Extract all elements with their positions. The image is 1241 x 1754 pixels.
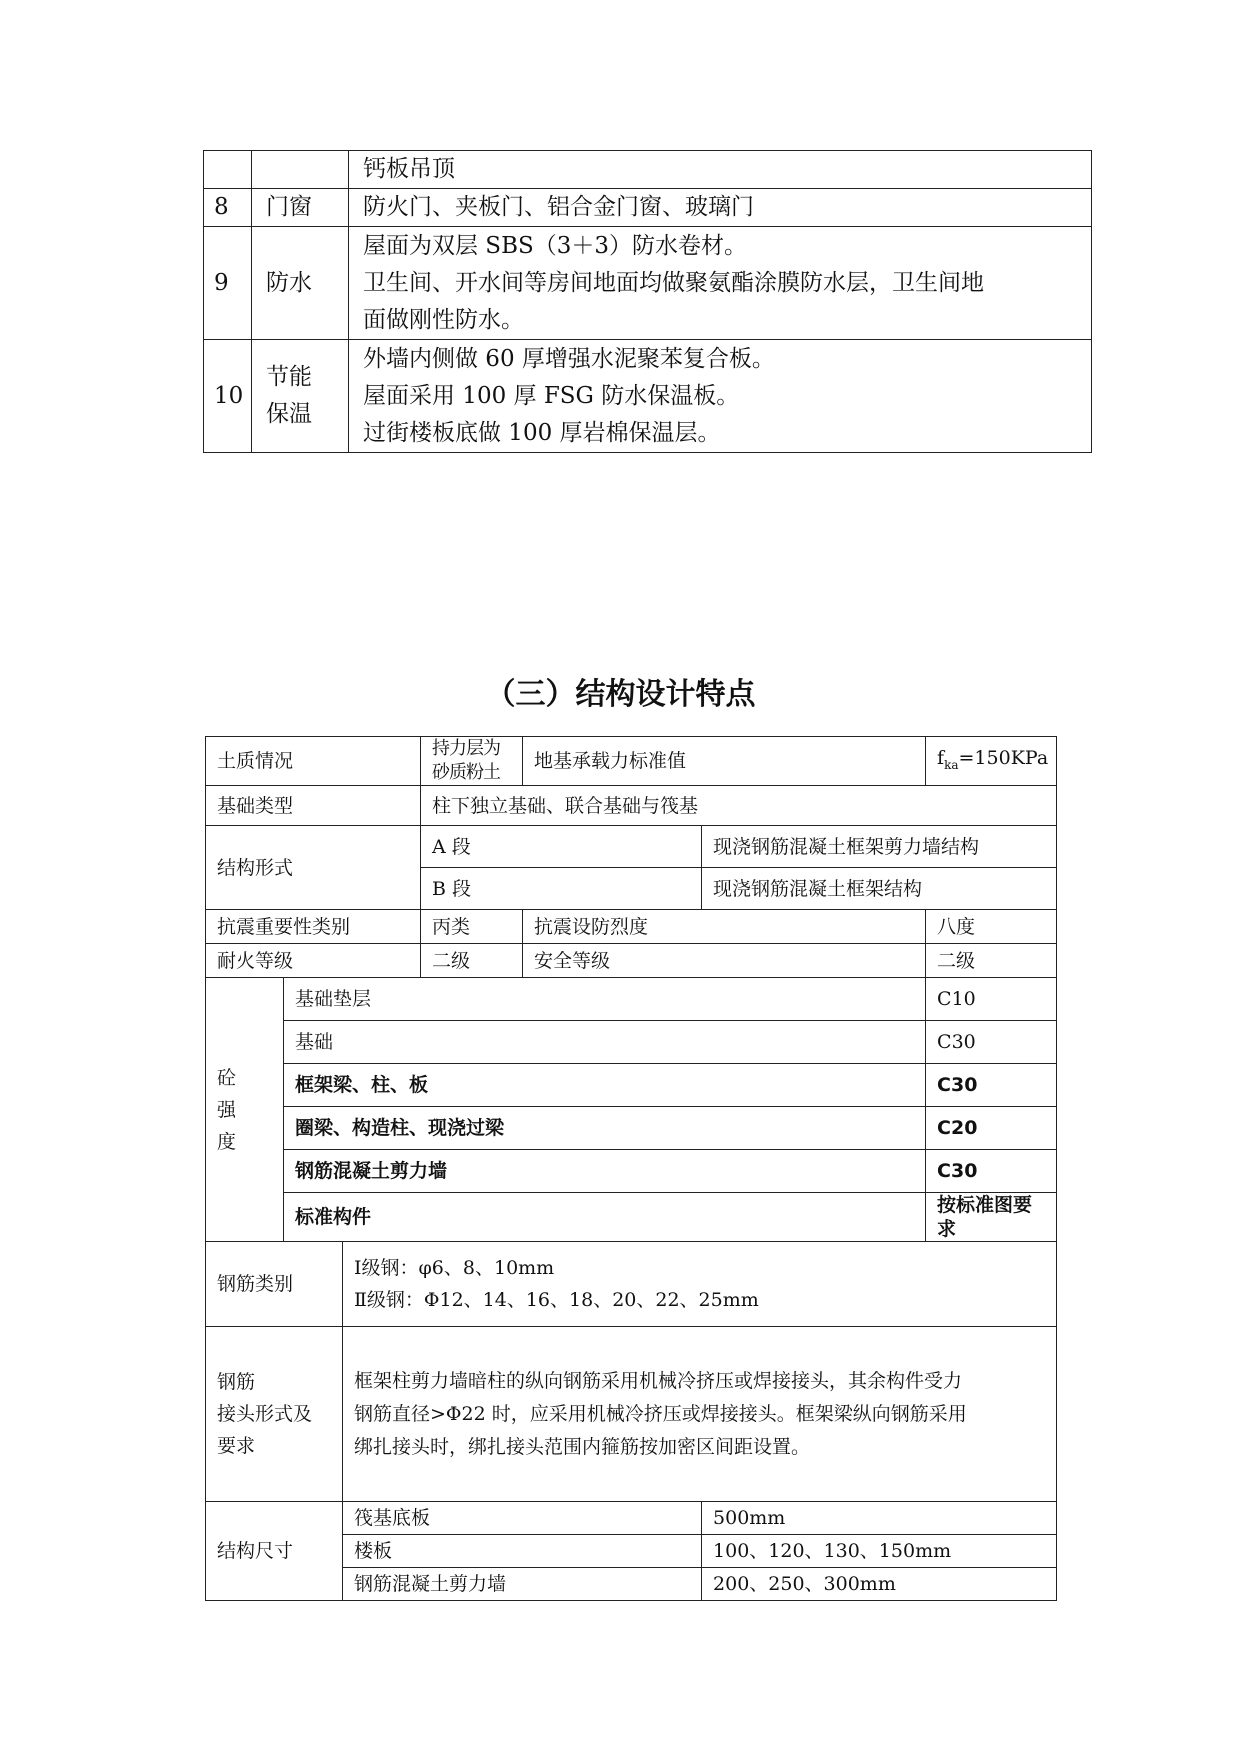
form-label: 结构形式 — [206, 826, 421, 910]
description-line: 防火门、夹板门、铝合金门窗、玻璃门 — [363, 194, 754, 220]
table-row — [204, 151, 1092, 189]
bearing-label: 地基承载力标准值 — [523, 737, 926, 786]
concrete-grade: C30 — [926, 1064, 1057, 1107]
form-a-label: A 段 — [421, 826, 702, 868]
table-row — [204, 340, 1092, 453]
table-row — [206, 1107, 1057, 1150]
row-description — [349, 151, 1092, 189]
fire-label: 耐火等级 — [206, 944, 421, 978]
concrete-item: 基础 — [284, 1021, 926, 1064]
joint-label — [206, 1327, 343, 1502]
row-number: 8 — [204, 189, 252, 227]
bearing-value — [926, 737, 1057, 786]
foundation-value: 柱下独立基础、联合基础与筏基 — [421, 786, 1057, 826]
foundation-label: 基础类型 — [206, 786, 421, 826]
table-row — [206, 1242, 1057, 1327]
size-value: 200、250、300mm — [702, 1568, 1057, 1601]
size-value: 100、120、130、150mm — [702, 1535, 1057, 1568]
intensity-value: 八度 — [926, 910, 1057, 944]
table-row — [206, 1150, 1057, 1193]
concrete-label-char: 强 — [217, 1098, 237, 1121]
soil-value: 持力层为砂质粉土 — [421, 737, 523, 786]
safety-value: 二级 — [926, 944, 1057, 978]
table-row — [206, 786, 1057, 826]
joint-line: 框架柱剪力墙暗柱的纵向钢筋采用机械冷挤压或焊接接头，其余构件受力 — [354, 1369, 963, 1392]
row-description — [349, 227, 1092, 340]
seismic-label: 抗震重要性类别 — [206, 910, 421, 944]
concrete-grade: C30 — [926, 1021, 1057, 1064]
size-item: 钢筋混凝土剪力墙 — [343, 1568, 702, 1601]
section-heading: （三）结构设计特点 — [485, 677, 756, 712]
description-line: 屋面采用 100 厚 FSG 防水保温板。 — [363, 382, 740, 409]
size-value: 500mm — [702, 1502, 1057, 1535]
concrete-grade: C10 — [926, 978, 1057, 1021]
description-line: 外墙内侧做 60 厚增强水泥聚苯复合板。 — [363, 345, 775, 372]
table-row — [206, 944, 1057, 978]
fire-value: 二级 — [421, 944, 523, 978]
description-line: 屋面为双层 SBS（3＋3）防水卷材。 — [363, 232, 747, 259]
row-number — [204, 151, 252, 189]
rebar-value — [343, 1242, 1057, 1327]
concrete-label — [206, 978, 284, 1242]
rebar-label: 钢筋类别 — [206, 1242, 343, 1327]
table-row — [206, 1327, 1057, 1502]
table-row — [206, 737, 1057, 786]
concrete-label-char: 砼 — [217, 1066, 237, 1089]
form-b-value: 现浇钢筋混凝土框架结构 — [702, 868, 1057, 910]
seismic-value: 丙类 — [421, 910, 523, 944]
row-category: 门窗 — [252, 189, 349, 227]
row-category — [252, 340, 349, 453]
description-line: 卫生间、开水间等房间地面均做聚氨酯涂膜防水层，卫生间地 — [363, 269, 984, 296]
table-row — [206, 1502, 1057, 1535]
joint-description — [343, 1327, 1057, 1502]
row-category: 防水 — [252, 227, 349, 340]
soil-label: 土质情况 — [206, 737, 421, 786]
concrete-grade: C20 — [926, 1107, 1057, 1150]
row-number: 9 — [204, 227, 252, 340]
size-item: 楼板 — [343, 1535, 702, 1568]
size-item: 筏基底板 — [343, 1502, 702, 1535]
bearing-number: =150KPa — [958, 746, 1049, 769]
joint-label-line: 接头形式及 — [217, 1403, 313, 1425]
bearing-symbol: f — [937, 746, 945, 769]
intensity-label: 抗震设防烈度 — [523, 910, 926, 944]
joint-line: 钢筋直径>Φ22 时，应采用机械冷挤压或焊接接头。框架梁纵向钢筋采用 — [354, 1402, 967, 1425]
table-row — [204, 227, 1092, 340]
rebar-line: Ⅱ级钢：Φ12、14、16、18、20、22、25mm — [354, 1289, 759, 1311]
concrete-item: 圈梁、构造柱、现浇过梁 — [284, 1107, 926, 1150]
description-line: 面做刚性防水。 — [363, 306, 524, 333]
row-number: 10 — [204, 340, 252, 453]
joint-label-line: 钢筋 — [217, 1371, 256, 1393]
table-row — [206, 1064, 1057, 1107]
concrete-item: 钢筋混凝土剪力墙 — [284, 1150, 926, 1193]
concrete-item: 框架梁、柱、板 — [284, 1064, 926, 1107]
concrete-grade: 按标准图要求 — [926, 1193, 1057, 1242]
row-description — [349, 189, 1092, 227]
bearing-subscript: ka — [944, 757, 959, 772]
concrete-label-char: 度 — [217, 1130, 237, 1153]
joint-label-line: 要求 — [217, 1435, 256, 1457]
table-row — [206, 1021, 1057, 1064]
concrete-item: 标准构件 — [284, 1193, 926, 1242]
materials-table — [203, 150, 1092, 453]
joint-line: 绑扎接头时，绑扎接头范围内箍筋按加密区间距设置。 — [354, 1435, 811, 1458]
concrete-grade: C30 — [926, 1150, 1057, 1193]
table-row — [206, 910, 1057, 944]
table-row — [204, 189, 1092, 227]
row-description — [349, 340, 1092, 453]
description-line: 钙板吊顶 — [363, 156, 455, 182]
row-category — [252, 151, 349, 189]
category-line: 节能 — [266, 364, 312, 390]
description-line: 过街楼板底做 100 厚岩棉保温层。 — [363, 419, 721, 446]
concrete-item: 基础垫层 — [284, 978, 926, 1021]
table-row — [206, 978, 1057, 1021]
size-label: 结构尺寸 — [206, 1502, 343, 1601]
structure-table — [205, 736, 1057, 1601]
form-a-value: 现浇钢筋混凝土框架剪力墙结构 — [702, 826, 1057, 868]
table-row — [206, 1193, 1057, 1242]
category-line: 保温 — [266, 401, 312, 427]
safety-label: 安全等级 — [523, 944, 926, 978]
form-b-label: B 段 — [421, 868, 702, 910]
rebar-line: Ⅰ级钢：φ6、8、10mm — [354, 1257, 555, 1279]
table-row — [206, 826, 1057, 868]
